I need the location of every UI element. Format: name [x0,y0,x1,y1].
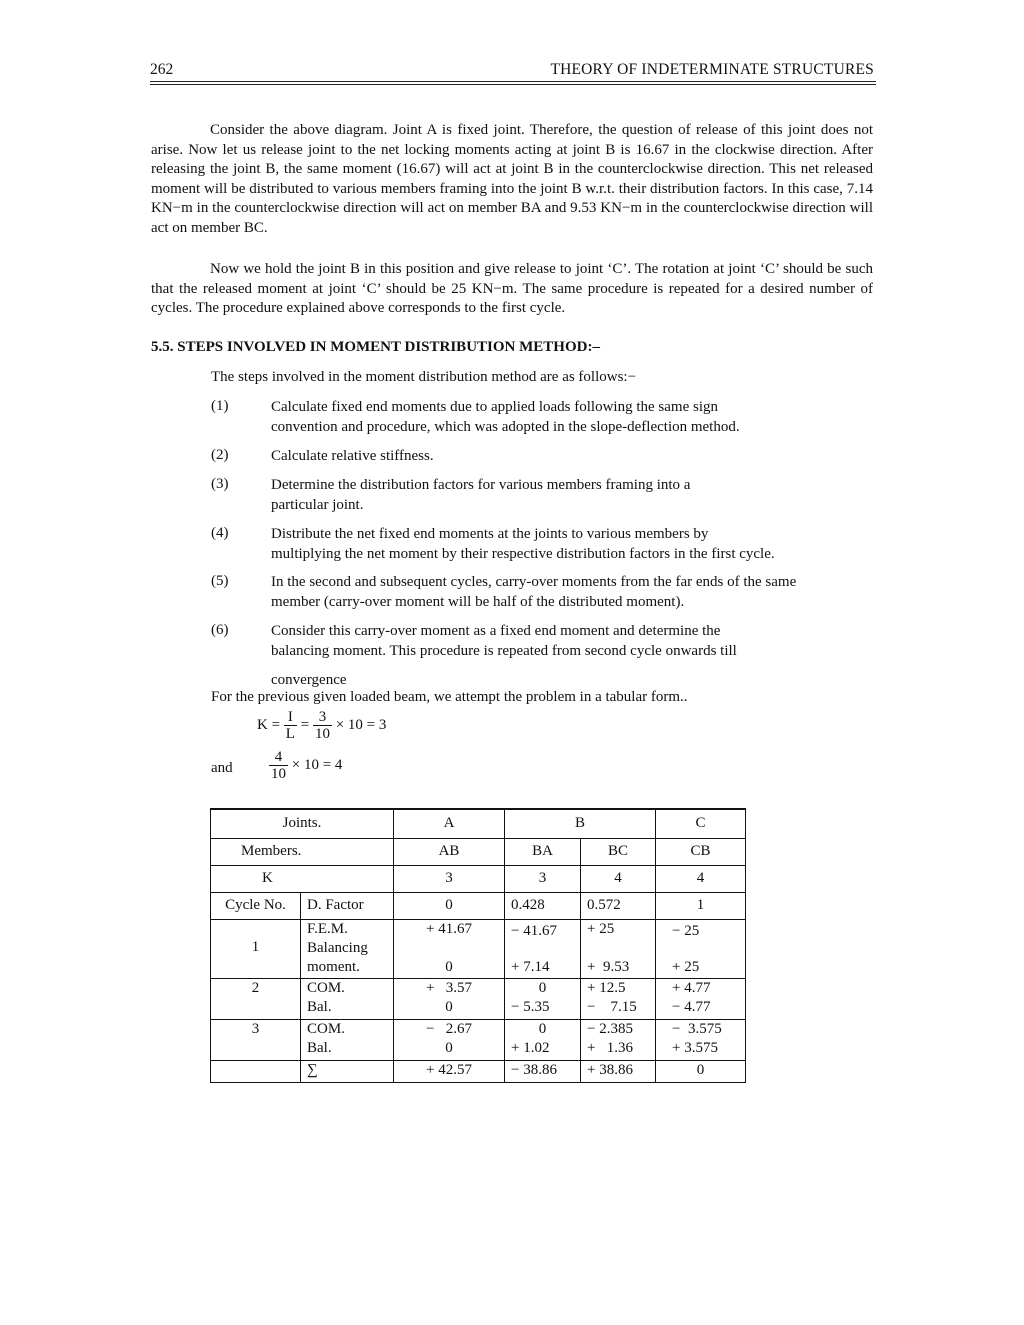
balancing-label: Balancing [307,939,368,956]
com-label: COM. [307,979,345,996]
com-value: − 2.67 [426,1020,472,1037]
fem-value: + 41.67 [426,920,472,937]
paragraph-1-text: Consider the above diagram. Joint A is fixed joint. Therefore, the question of release of this joint does not arise. Now let us release joint to the net locking moments acting at joint B is 16.67 in the clockwise direction. After releasing the joint B, the same moment (16.67) will act at joint B in the counterclockwise direction. This net released moment will be distributed to various members framing into the joint B w.r.t. their distribution factors. In this case, 7.14 KN−m in the counterclockwise direction will act on member BA and 9.53 KN−m in the counterclockwise direction will act on member BC. [151,122,873,236]
table-row-joints [211,809,746,838]
moment-distribution-table [210,808,746,1083]
com-value: + 12.5 [587,979,626,996]
sum-empty-cell [211,1060,301,1082]
equation-and-label: and [211,760,233,776]
bal-value: − 7.15 [587,998,637,1015]
k-cell: 4 [656,865,746,892]
fraction-numerator: 4 [269,749,288,766]
step-line: multiplying the net moment by their respective distribution factors in the first cycle. [271,545,775,562]
cycle-number: 2 [211,978,301,1019]
cycle-number: 1 [211,919,301,978]
cycle-1-bc [581,919,656,978]
step-number: (5) [211,573,229,589]
steps-intro: The steps involved in the moment distribution method are as follows:− [211,369,637,385]
fraction-denominator: 10 [314,726,330,742]
step-text [271,525,871,564]
step-continuation: convergence [271,672,347,688]
fem-value: + 25 [587,920,615,937]
fraction-denominator: L [285,726,295,742]
dfactor-label: D. Factor [301,892,394,919]
com-value: + 4.77 [672,979,711,996]
step-line: Determine the distribution factors for various members framing into a [271,477,691,493]
joint-b: B [505,809,656,838]
step-line: In the second and subsequent cycles, carry-over moments from the far ends of the same [271,574,797,590]
com-value: 0 [538,1020,547,1037]
paragraph-2 [151,260,873,319]
members-label: Members. [211,838,394,865]
bal-value: + 1.36 [587,1039,633,1056]
moment-label: moment. [307,958,360,975]
cycle-number: 3 [211,1019,301,1060]
step-line: Calculate relative stiffness. [271,448,434,464]
dfactor-cell: 1 [656,892,746,919]
step-line: balancing moment. This procedure is repeated from second cycle onwards till [271,642,737,659]
step-line: convention and procedure, which was adopted in the slope-deflection method. [271,418,740,435]
dfactor-cell: 0.572 [581,892,656,919]
sum-cell: + 38.86 [581,1060,656,1082]
step-text [271,476,871,515]
fem-label: F.E.M. [307,920,348,937]
step-number: (4) [211,525,229,541]
step-number: (2) [211,447,229,463]
bal-label: Bal. [307,998,332,1015]
step-line: particular joint. [271,496,364,513]
k-label: K [211,865,394,892]
table-row-cycle-1 [211,919,746,978]
cycle-1-cb [656,919,746,978]
dfactor-cell: 0.428 [505,892,581,919]
step-number: (6) [211,622,229,638]
equals-sign: = [300,716,310,733]
member-cell: BA [505,838,581,865]
equation-stiffness-bc [269,749,342,782]
cycle-2-cb [656,978,746,1019]
cycle-2-ba [505,978,581,1019]
table-row-dfactor [211,892,746,919]
header-rule-thick [150,84,876,85]
bal-value: 0 [445,1039,453,1056]
member-cell: AB [394,838,505,865]
sum-cell: + 42.57 [394,1060,505,1082]
fraction-3-over-10 [313,709,332,742]
fem-value: − 25 [672,922,700,939]
cycle-2-labels [301,978,394,1019]
com-value: 0 [538,979,547,996]
k-cell: 4 [581,865,656,892]
sum-cell: − 38.86 [505,1060,581,1082]
equation-lhs: K = [257,716,281,733]
bal-label: Bal. [307,1039,332,1056]
step-text [271,447,871,467]
running-title: THEORY OF INDETERMINATE STRUCTURES [550,61,874,78]
joint-a: A [394,809,505,838]
step-text [271,573,871,612]
com-value: + 3.57 [426,979,472,996]
bal-value: − 5.35 [511,998,550,1015]
cycle-3-ab [394,1019,505,1060]
page-number: 262 [150,61,174,78]
bal-value: + 9.53 [587,958,630,975]
joints-label: Joints. [211,809,394,838]
bal-value: + 7.14 [511,958,550,975]
step-text [271,622,871,661]
table-row-members [211,838,746,865]
cycle-1-ba [505,919,581,978]
k-cell: 3 [394,865,505,892]
com-value: − 3.575 [672,1020,722,1037]
fraction-numerator: 3 [313,709,332,726]
joint-c: C [656,809,746,838]
fem-value: − 41.67 [511,922,557,939]
step-line: member (carry-over moment will be half of the distributed moment). [271,593,685,610]
cycle-3-ba [505,1019,581,1060]
member-cell: CB [656,838,746,865]
com-value: − 2.385 [587,1020,633,1037]
bal-value: + 1.02 [511,1039,550,1056]
equation-rhs: × 10 = 3 [335,716,387,733]
bal-value: + 3.575 [672,1039,718,1056]
cycle-1-labels [301,919,394,978]
cycle-3-labels [301,1019,394,1060]
section-heading: 5.5. STEPS INVOLVED IN MOMENT DISTRIBUTION METHOD:– [151,339,600,355]
fraction-numerator: I [284,709,297,726]
table-row-cycle-3 [211,1019,746,1060]
step-number: (1) [211,398,229,414]
cycle-3-bc [581,1019,656,1060]
sum-label: ∑ [301,1060,394,1082]
com-label: COM. [307,1020,345,1037]
cycle-3-cb [656,1019,746,1060]
paragraph-2-text: Now we hold the joint B in this position and give release to joint ‘C’. The rotation at joint ‘C’ should be such that the released moment at joint ‘C’ should be 25 KN−m. The same procedure is repeated for a desired number of cycles. The procedure explained above corresponds to the first cycle. [151,261,873,316]
step-line: Consider this carry-over moment as a fixed end moment and determine the [271,623,721,639]
fraction-i-over-l [284,709,297,742]
table-row-sum [211,1060,746,1082]
step-text [271,398,871,437]
equation-rhs: × 10 = 4 [291,756,343,773]
tabular-intro: For the previous given loaded beam, we attempt the problem in a tabular form.. [211,689,688,705]
member-cell: BC [581,838,656,865]
step-line: Calculate fixed end moments due to applied loads following the same sign [271,399,718,415]
bal-value: 0 [445,998,453,1015]
bal-value: − 4.77 [672,998,711,1015]
cycle-no-label: Cycle No. [211,892,301,919]
step-number: (3) [211,476,229,492]
sum-cell: 0 [656,1060,746,1082]
header-rule [150,81,876,82]
fraction-denominator: 10 [271,766,286,782]
table-row-cycle-2 [211,978,746,1019]
cycle-1-ab [394,919,505,978]
bal-value: + 25 [672,958,700,975]
bal-value: 0 [445,958,453,975]
dfactor-cell: 0 [394,892,505,919]
step-line: Distribute the net fixed end moments at the joints to various members by [271,526,709,542]
cycle-2-ab [394,978,505,1019]
paragraph-1 [151,121,873,238]
k-cell: 3 [505,865,581,892]
cycle-2-bc [581,978,656,1019]
fraction-4-over-10 [269,749,288,782]
table-row-stiffness [211,865,746,892]
equation-stiffness-ab [257,709,386,742]
